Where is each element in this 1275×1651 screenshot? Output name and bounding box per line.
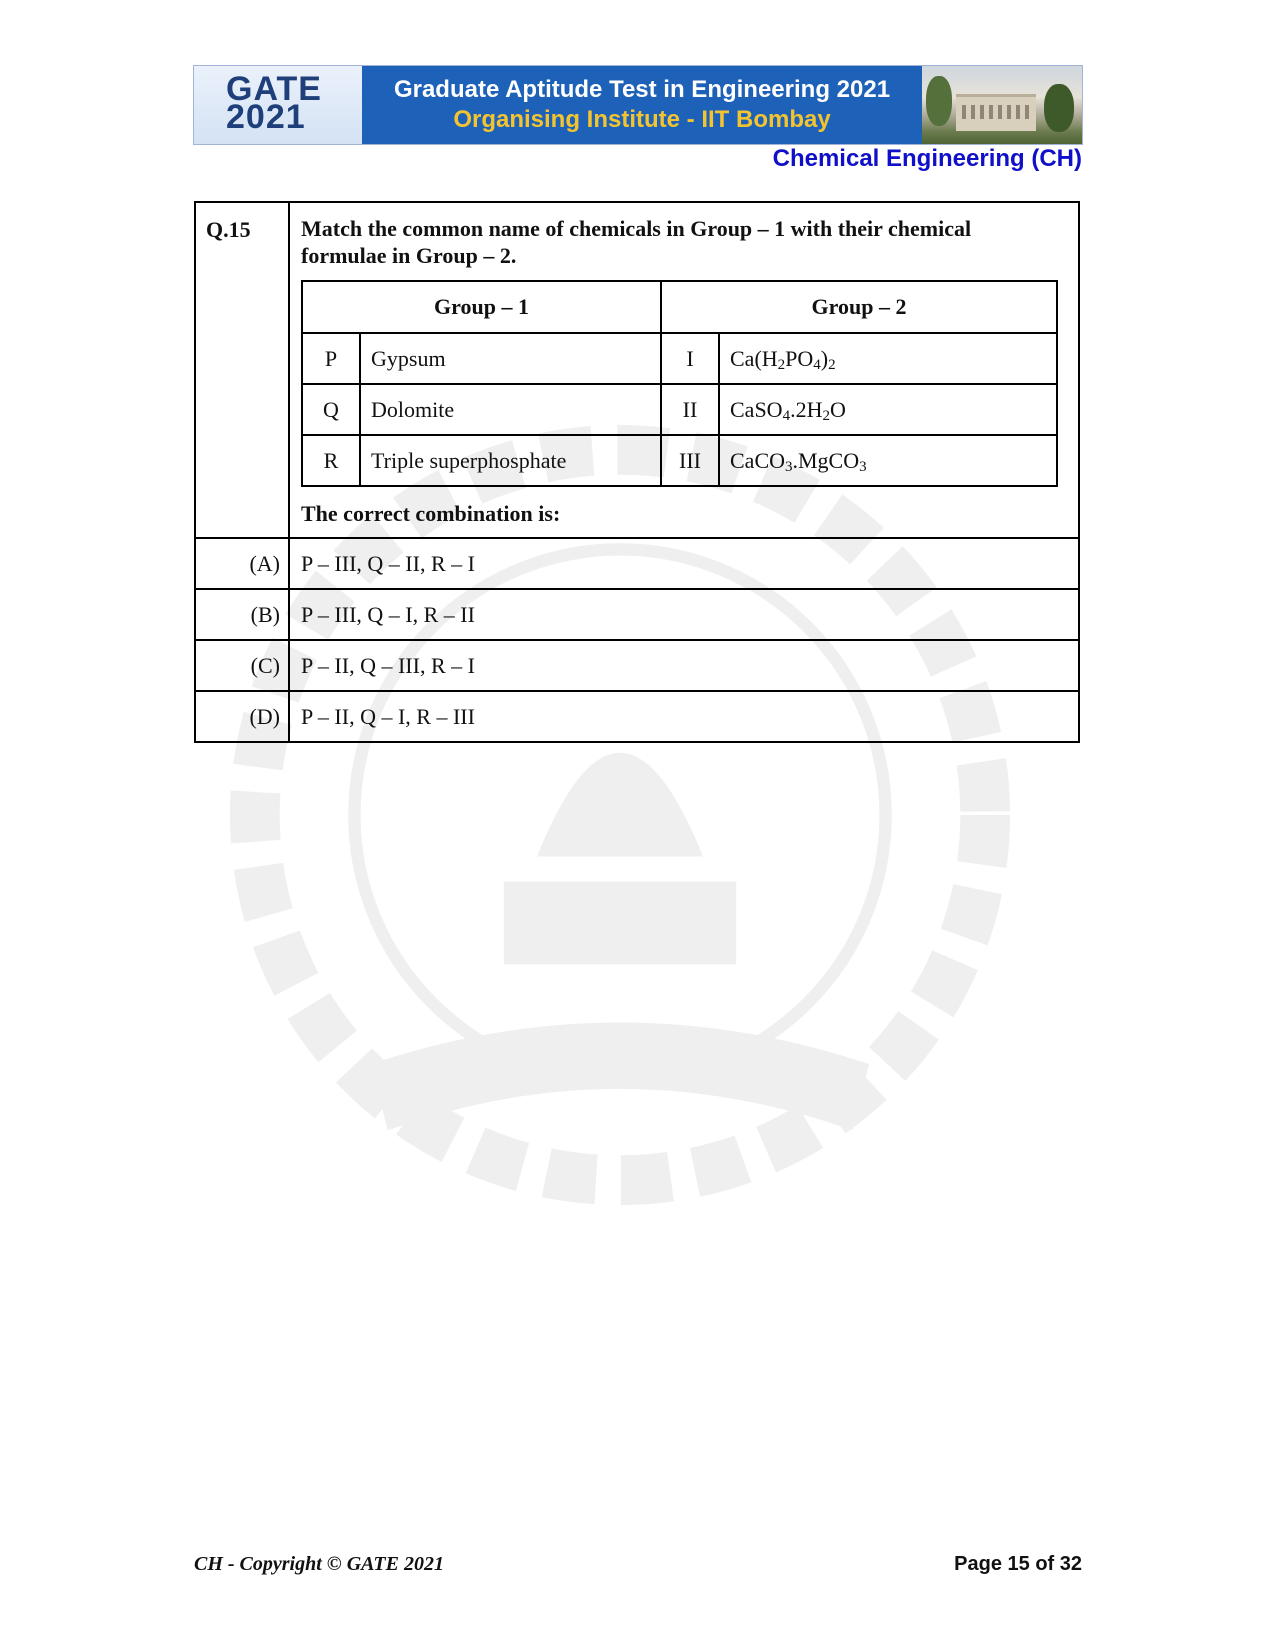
formula-part: Ca(H <box>730 345 778 371</box>
formula-part: CaCO <box>730 447 785 473</box>
option-label: (D) <box>195 691 289 742</box>
row-roman: III <box>661 435 719 486</box>
option-text: P – II, Q – III, R – I <box>289 640 1079 691</box>
question-number: Q.15 <box>195 202 289 538</box>
group2-header: Group – 2 <box>661 281 1057 333</box>
formula-part: .2H <box>790 396 823 422</box>
answer-option[interactable] <box>195 640 1079 691</box>
page-number: Page 15 of 32 <box>954 1553 1082 1575</box>
formula-part: .MgCO <box>792 447 860 473</box>
match-table <box>301 280 1058 487</box>
banner-title-line1: Graduate Aptitude Test in Engineering 2021 <box>393 76 891 103</box>
chemical-formula <box>719 384 1057 435</box>
footer-copyright: CH - Copyright © GATE 2021 <box>194 1553 444 1575</box>
banner-title-line2: Organising Institute - IIT Bombay <box>453 106 831 133</box>
option-label: (C) <box>195 640 289 691</box>
formula-subscript: 4 <box>782 407 791 424</box>
row-roman: I <box>661 333 719 384</box>
tree-icon <box>1044 84 1074 132</box>
combination-prompt: The correct combination is: <box>301 501 561 526</box>
option-label: (B) <box>195 589 289 640</box>
building-icon <box>956 94 1036 131</box>
row-label: P <box>302 333 360 384</box>
logo-line1: GATE <box>226 70 322 108</box>
question-table <box>194 201 1080 743</box>
formula-subscript: 2 <box>828 356 836 373</box>
option-label: (A) <box>195 538 289 589</box>
match-row <box>302 384 1057 435</box>
formula-subscript: 4 <box>813 356 821 373</box>
formula-subscript: 3 <box>785 458 793 475</box>
formula-part: ) <box>820 345 829 371</box>
group1-header: Group – 1 <box>302 281 661 333</box>
header-banner <box>193 65 1083 145</box>
logo-line2: 2021 <box>226 98 306 136</box>
gate-logo <box>194 66 362 144</box>
formula-subscript: 2 <box>777 356 786 373</box>
formula-part: PO <box>785 345 814 371</box>
answer-option[interactable] <box>195 538 1079 589</box>
formula-subscript: 3 <box>859 458 867 475</box>
chemical-name: Triple superphosphate <box>360 435 661 486</box>
question-body <box>289 202 1079 538</box>
answer-option[interactable] <box>195 691 1079 742</box>
match-row <box>302 333 1057 384</box>
campus-photo <box>922 66 1082 144</box>
option-text: P – III, Q – II, R – I <box>289 538 1079 589</box>
option-text: P – III, Q – I, R – II <box>289 589 1079 640</box>
formula-part: O <box>829 396 846 422</box>
banner-title <box>362 66 922 144</box>
question-text: Match the common name of chemicals in Group – 1 with their chemical formulae in Group – 2. <box>301 216 972 268</box>
answer-option[interactable] <box>195 589 1079 640</box>
formula-subscript: 2 <box>822 407 830 424</box>
row-roman: II <box>661 384 719 435</box>
row-label: R <box>302 435 360 486</box>
chemical-formula <box>719 333 1057 384</box>
chemical-formula <box>719 435 1057 486</box>
row-label: Q <box>302 384 360 435</box>
chemical-name: Gypsum <box>360 333 661 384</box>
chemical-name: Dolomite <box>360 384 661 435</box>
match-row <box>302 435 1057 486</box>
subject-title: Chemical Engineering (CH) <box>772 145 1082 172</box>
formula-part: CaSO <box>730 396 783 422</box>
option-text: P – II, Q – I, R – III <box>289 691 1079 742</box>
tree-icon <box>926 76 952 126</box>
